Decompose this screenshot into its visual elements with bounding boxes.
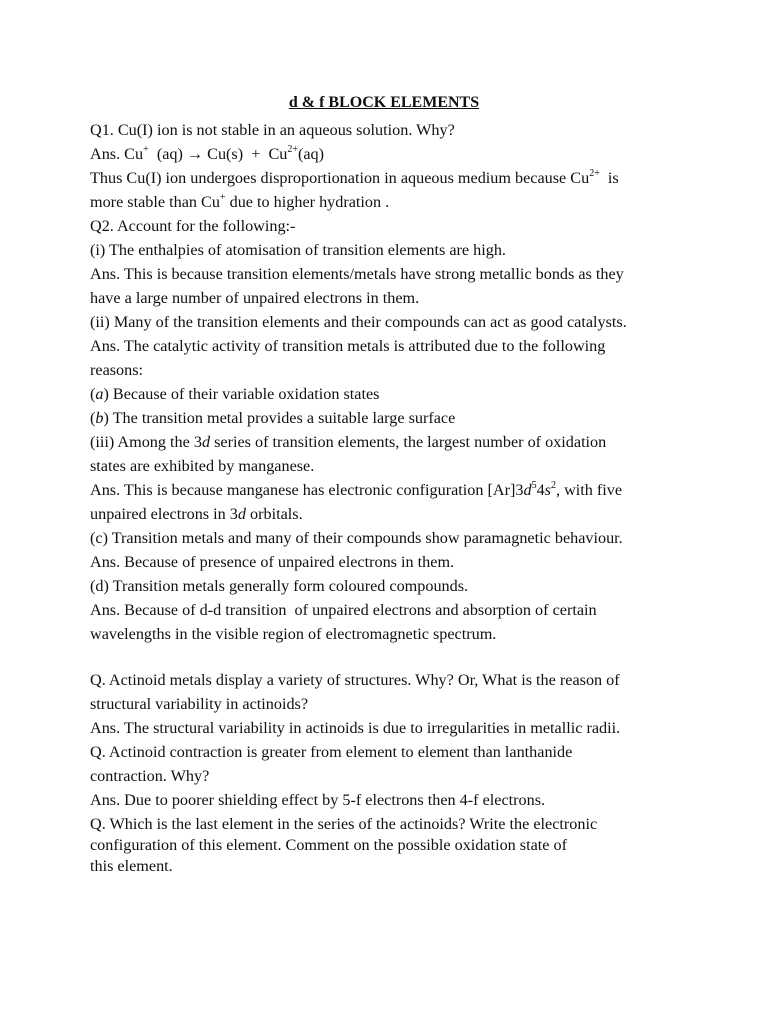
q4-question-2: contraction. Why?	[90, 767, 210, 785]
iii-a1-sup2: 2	[550, 480, 556, 491]
q5-question-3: this element.	[90, 857, 173, 875]
q2-reason-b: (b) The transition metal provides a suitable large surface	[90, 409, 456, 427]
q2-i-answer-2: have a large number of unpaired electrons in them.	[90, 289, 420, 307]
iii-q1-b: series of transition elements, the largest number of oxidation	[210, 433, 607, 451]
q3-question-1: Q. Actinoid metals display a variety of structures. Why? Or, What is the reason of	[90, 671, 620, 689]
q2-ii-answer-1: Ans. The catalytic activity of transition metals is attributed due to the following	[90, 337, 606, 355]
iii-a1-d: d	[523, 481, 532, 499]
eq-plus: +	[143, 144, 149, 155]
q1-equation	[90, 144, 324, 164]
eq-end: (aq)	[297, 145, 325, 163]
q2-iii-question-2: states are exhibited by manganese.	[90, 457, 315, 475]
iii-a1-b: , with five	[555, 481, 623, 499]
iii-q1-a: (iii) Among the 3	[90, 433, 202, 451]
document-title: d & f BLOCK ELEMENTS	[288, 94, 480, 111]
q2-d-answer-1: Ans. Because of d-d transition of unpaired electrons and absorption of certain	[90, 601, 597, 619]
reason-a-text: Because of their variable oxidation states	[108, 385, 380, 403]
q1-l2-end: due to higher hydration .	[225, 193, 390, 211]
q1-l1-end: is	[599, 169, 619, 187]
reason-b-text: The transition metal provides a suitable large surface	[108, 409, 456, 427]
iii-a2-d: d	[237, 505, 246, 523]
q2-heading: Q2. Account for the following:-	[90, 217, 296, 235]
q5-question-2: configuration of this element. Comment on the possible oxidation state of	[90, 836, 567, 854]
q1-answer-line-1	[90, 168, 619, 188]
q3-answer: Ans. The structural variability in actinoids is due to irregularities in metallic radii.	[90, 719, 621, 737]
q2-d-question: (d) Transition metals generally form coloured compounds.	[90, 577, 469, 595]
q5-question-1: Q. Which is the last element in the series of the actinoids? Write the electronic	[90, 815, 598, 833]
eq-ans: Ans. Cu	[90, 145, 144, 163]
q4-question-1: Q. Actinoid contraction is greater from element to element than lanthanide	[90, 743, 573, 761]
iii-a1-a: Ans. This is because manganese has electronic configuration [Ar]3	[90, 481, 524, 499]
iii-a1-s: s	[544, 481, 551, 499]
q1-question: Q1. Cu(I) ion is not stable in an aqueous solution. Why?	[90, 121, 455, 139]
q1-l2-text: more stable than Cu	[90, 193, 220, 211]
iii-a1-sup1: 5	[531, 480, 537, 491]
eq-2plus: 2+	[287, 144, 298, 155]
reason-b-label: b	[95, 409, 104, 427]
iii-a1-4: 4	[536, 481, 545, 499]
q2-c-answer: Ans. Because of presence of unpaired electrons in them.	[90, 553, 455, 571]
q2-d-answer-2: wavelengths in the visible region of electromagnetic spectrum.	[90, 625, 497, 643]
reason-a-label: a	[95, 385, 104, 403]
q1-l1-sup: 2+	[589, 168, 600, 179]
q1-l1-text: Thus Cu(I) ion undergoes disproportionation in aqueous medium because Cu	[90, 169, 590, 187]
iii-a2-a: unpaired electrons in 3	[90, 505, 238, 523]
q2-ii-answer-2: reasons:	[90, 361, 144, 379]
iii-q1-d: d	[201, 433, 211, 451]
q2-i-answer-1: Ans. This is because transition elements/metals have strong metallic bonds as they	[90, 265, 624, 283]
q1-answer-line-2	[90, 192, 389, 212]
q2-iii-answer-2	[90, 504, 303, 524]
q1-l2-sup: +	[219, 192, 226, 203]
eq-mid: (aq) → Cu(s) + Cu	[148, 145, 288, 163]
q2-iii-question-1	[90, 432, 606, 452]
q2-reason-a: (a) Because of their variable oxidation states	[90, 385, 380, 403]
q2-ii-question: (ii) Many of the transition elements and their compounds can act as good catalysts.	[90, 313, 627, 331]
iii-a2-b: orbitals.	[245, 505, 303, 523]
q4-answer: Ans. Due to poorer shielding effect by 5-f electrons then 4-f electrons.	[90, 791, 546, 809]
q2-i-question: (i) The enthalpies of atomisation of transition elements are high.	[90, 241, 506, 259]
q3-question-2: structural variability in actinoids?	[90, 695, 309, 713]
q2-c-question: (c) Transition metals and many of their compounds show paramagnetic behaviour.	[90, 529, 623, 547]
q2-iii-answer-1	[90, 480, 622, 500]
